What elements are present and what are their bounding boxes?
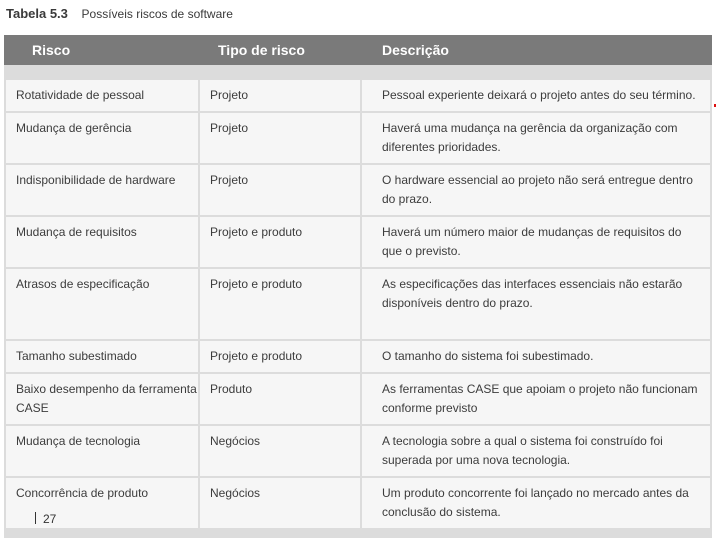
risk-type-cell: Negócios	[200, 426, 360, 476]
risk-cell: Mudança de tecnologia	[6, 426, 198, 476]
description-cell: A tecnologia sobre a qual o sistema foi construído foi superada por uma nova tecnologia.	[362, 426, 710, 476]
risk-cell: Mudança de gerência	[6, 113, 198, 163]
column-header-descricao: Descrição	[382, 42, 449, 58]
description-cell: As especificações das interfaces essenciais não estarão disponíveis dentro do prazo.	[362, 269, 710, 339]
table-caption	[6, 6, 233, 26]
table-row	[4, 341, 712, 372]
risk-cell: Atrasos de especificação	[6, 269, 198, 339]
footer-divider	[35, 512, 36, 524]
description-cell: As ferramentas CASE que apoiam o projeto não funcionam conforme previsto	[362, 374, 710, 424]
page-footer	[35, 512, 56, 526]
table-row	[4, 217, 712, 267]
page-number: 27	[43, 512, 57, 526]
column-header-tipo: Tipo de risco	[218, 42, 305, 58]
risk-type-cell: Produto	[200, 374, 360, 424]
table-header	[4, 35, 712, 65]
risk-type-cell: Negócios	[200, 478, 360, 528]
risk-type-cell: Projeto e produto	[200, 217, 360, 267]
description-cell: O hardware essencial ao projeto não será entregue dentro do prazo.	[362, 165, 710, 215]
table-body	[4, 65, 712, 538]
description-cell: O tamanho do sistema foi subestimado.	[362, 341, 710, 372]
table-caption-title: Possíveis riscos de software	[81, 7, 233, 21]
risk-cell: Baixo desempenho da ferramenta CASE	[6, 374, 198, 424]
risk-cell: Indisponibilidade de hardware	[6, 165, 198, 215]
table-row	[4, 374, 712, 424]
table-row	[4, 478, 712, 528]
risk-cell: Concorrência de produto	[6, 478, 198, 528]
risk-type-cell: Projeto	[200, 80, 360, 111]
description-cell: Um produto concorrente foi lançado no mercado antes da conclusão do sistema.	[362, 478, 710, 528]
table-row	[4, 269, 712, 339]
table-row	[4, 426, 712, 476]
risk-cell: Tamanho subestimado	[6, 341, 198, 372]
risk-type-cell: Projeto e produto	[200, 341, 360, 372]
risk-type-cell: Projeto e produto	[200, 269, 360, 339]
risk-type-cell: Projeto	[200, 165, 360, 215]
description-cell: Pessoal experiente deixará o projeto antes do seu término.	[362, 80, 710, 111]
table-row	[4, 80, 712, 111]
column-header-risco: Risco	[32, 42, 71, 58]
table-caption-label: Tabela 5.3	[6, 6, 68, 21]
risk-cell: Mudança de requisitos	[6, 217, 198, 267]
risk-type-cell: Projeto	[200, 113, 360, 163]
description-cell: Haverá uma mudança na gerência da organização com diferentes prioridades.	[362, 113, 710, 163]
table-row	[4, 165, 712, 215]
red-marker	[714, 104, 716, 107]
description-cell: Haverá um número maior de mudanças de requisitos do que o previsto.	[362, 217, 710, 267]
risk-cell: Rotatividade de pessoal	[6, 80, 198, 111]
table-row	[4, 113, 712, 163]
